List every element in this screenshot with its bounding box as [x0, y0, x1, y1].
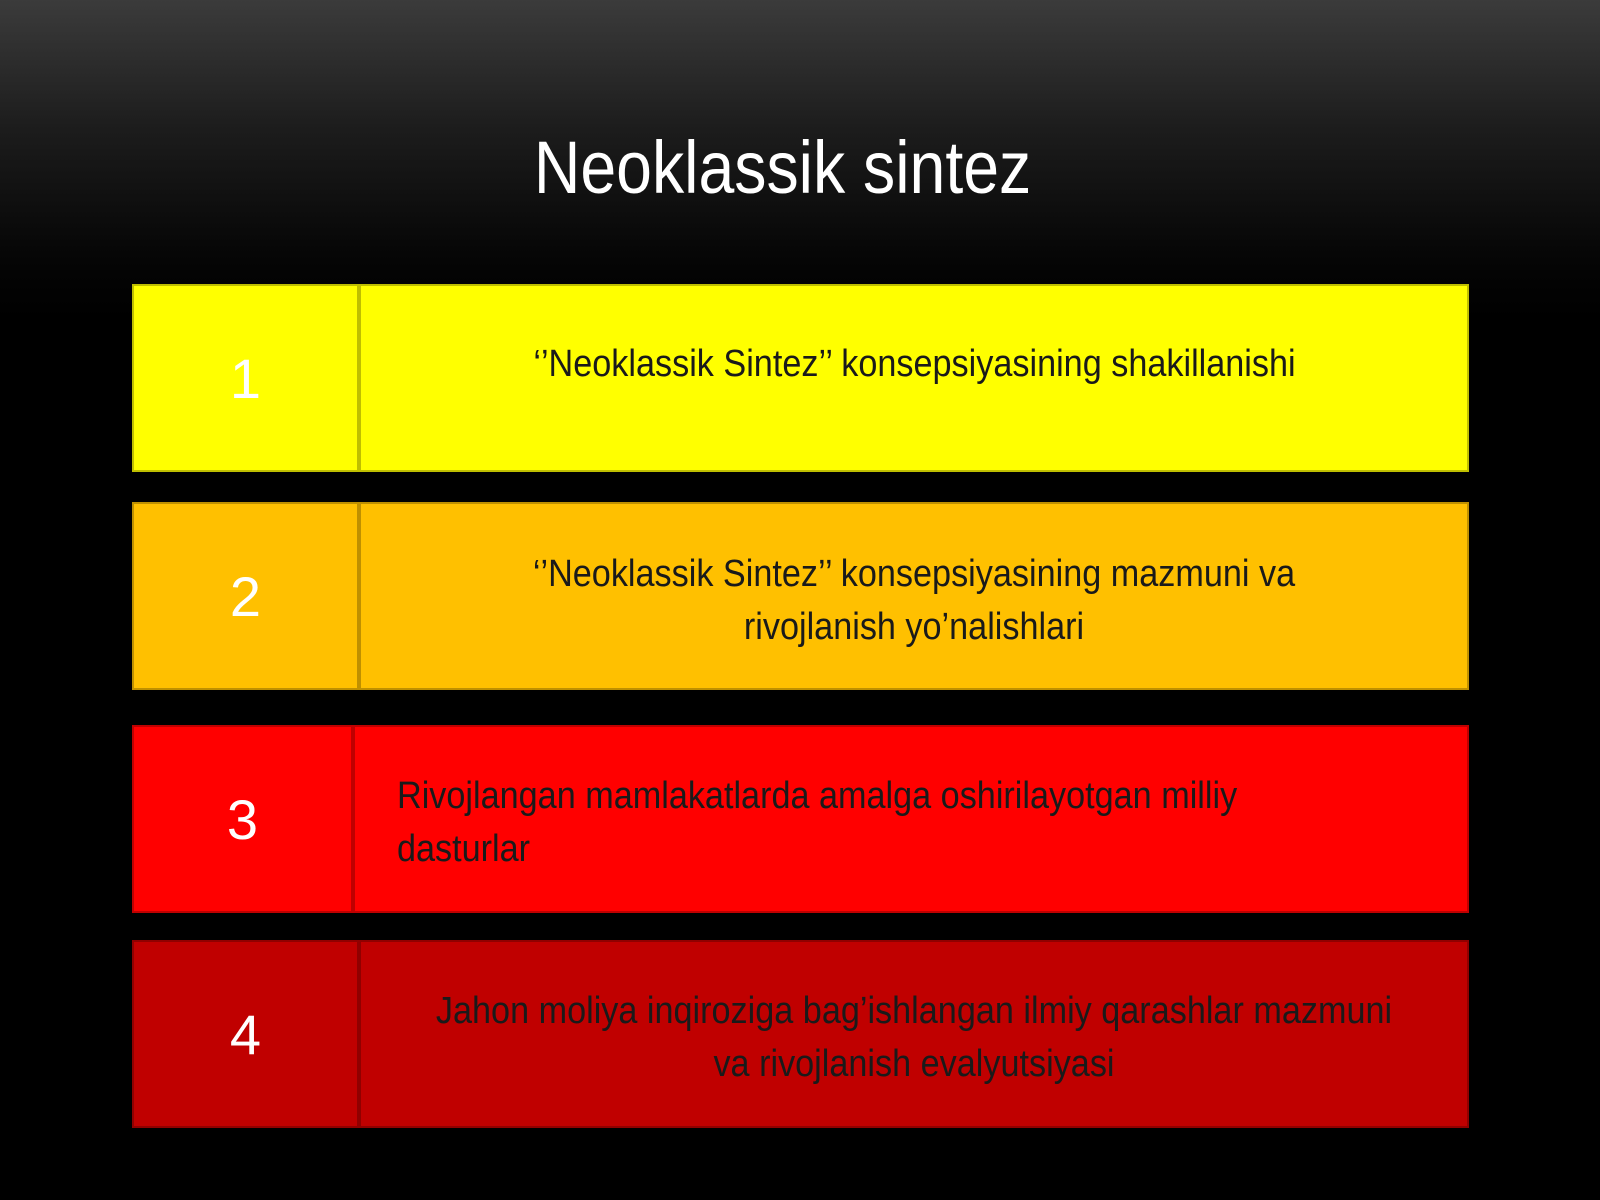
row-text: Rivojlangan mamlakatlarda amalga oshirilayotgan milliy dasturlar	[397, 775, 1238, 870]
slide-title: Neoklassik sintez	[533, 126, 1032, 209]
topic-row-3	[132, 725, 1469, 913]
row-text: Jahon moliya inqiroziga bag’ishlangan ilmiy qarashlar mazmuni va rivojlanish evalyutsiyasi	[435, 990, 1393, 1085]
topic-row-2	[132, 502, 1469, 690]
topic-row-1	[132, 284, 1469, 472]
row-text-cell	[353, 725, 1469, 913]
row-number: 1	[132, 284, 359, 472]
row-number: 2	[132, 502, 359, 690]
row-text-cell	[359, 284, 1469, 472]
row-text: ‘’Neoklassik Sintez’’ konsepsiyasining mazmuni va rivojlanish yo’nalishlari	[532, 553, 1296, 648]
row-text-cell	[359, 502, 1469, 690]
row-text: ‘’Neoklassik Sintez’’ konsepsiyasining shakillanishi	[532, 343, 1296, 385]
topic-row-4	[132, 940, 1469, 1128]
row-number: 4	[132, 940, 359, 1128]
row-text-cell	[359, 940, 1469, 1128]
row-number: 3	[132, 725, 353, 913]
